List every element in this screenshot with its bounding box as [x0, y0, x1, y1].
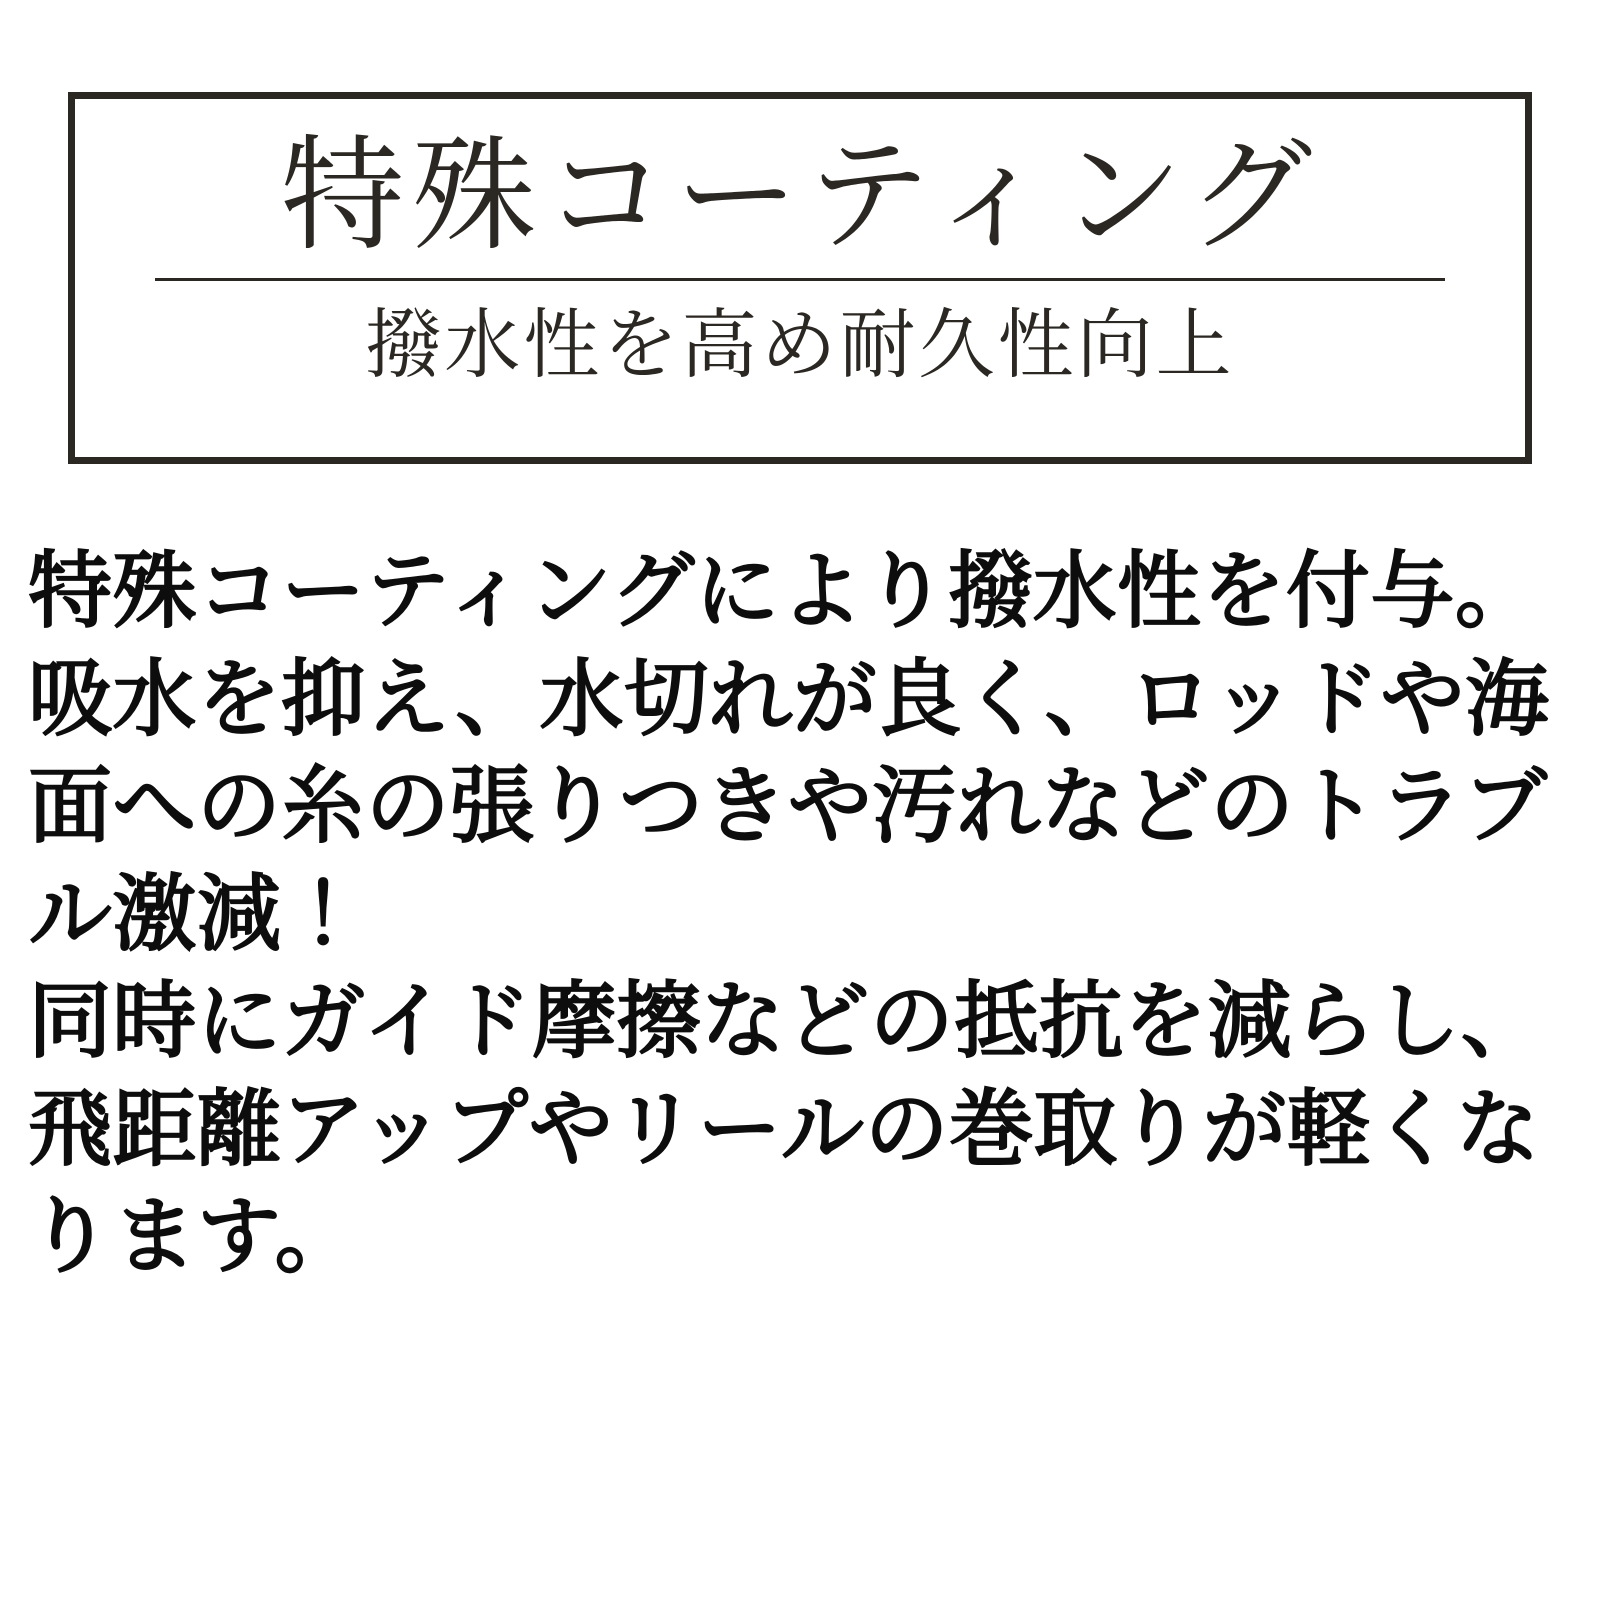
header-callout-box	[68, 92, 1532, 464]
body-paragraph-1: 特殊コーティングにより撥水性を付与。吸水を抑え、水切れが良く、ロッドや海面への糸の張りつきや汚れなどのトラブル激減！	[28, 542, 1550, 963]
page-subtitle: 撥水性を高め耐久性向上	[365, 299, 1235, 389]
body-copy	[28, 538, 1576, 1291]
page-title: 特殊コーティング	[280, 124, 1320, 268]
divider	[155, 278, 1445, 281]
body-paragraph-2: 同時にガイド摩擦などの抵抗を減らし、飛距離アップやリールの巻取りが軽くなります。	[28, 972, 1546, 1286]
